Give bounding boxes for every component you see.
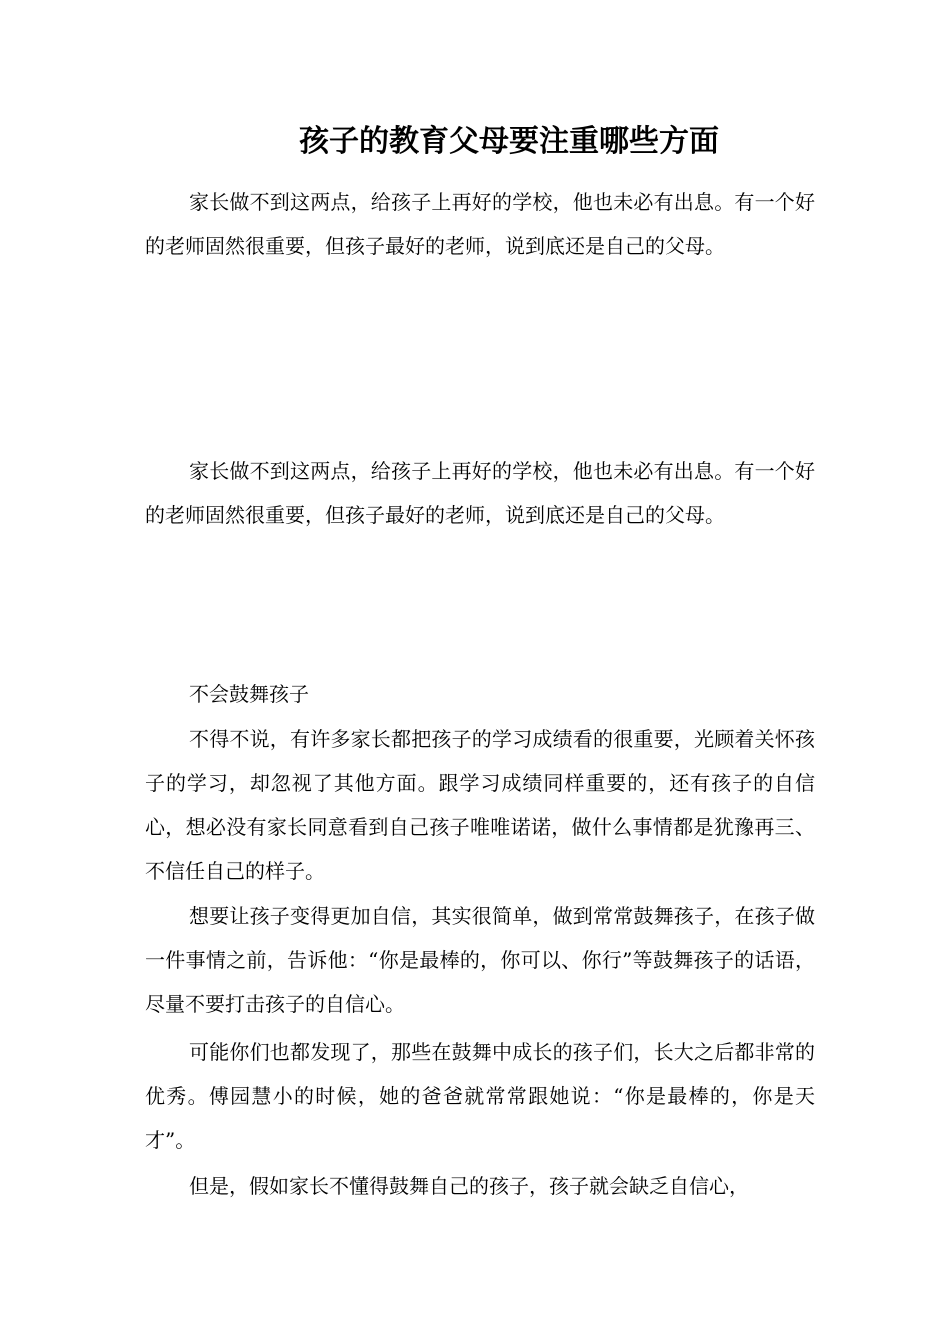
document-title: 孩子的教育父母要注重哪些方面 (299, 124, 719, 159)
paragraph-5: 可能你们也都发现了，那些在鼓舞中成长的孩子们，长大之后都非常的优秀。傅园慧小的时候，她的爸爸就常常跟她说：“你是最棒的，你是天才”。 (145, 1040, 815, 1152)
paragraph-1: 家长做不到这两点，给孩子上再好的学校，他也未必有出息。有一个好的老师固然很重要，但孩子最好的老师，说到底还是自己的父母。 (145, 190, 815, 258)
paragraph-4: 想要让孩子变得更加自信，其实很简单，做到常常鼓舞孩子，在孩子做一件事情之前，告诉他：“你是最棒的，你可以、你行”等鼓舞孩子的话语，尽量不要打击孩子的自信心。 (145, 904, 815, 1016)
section-heading: 不会鼓舞孩子 (189, 682, 309, 706)
paragraph-6: 但是，假如家长不懂得鼓舞自己的孩子，孩子就会缺乏自信心， (189, 1174, 749, 1198)
paragraph-3: 不得不说，有许多家长都把孩子的学习成绩看的很重要，光顾着关怀孩子的学习，却忽视了其他方面。跟学习成绩同样重要的，还有孩子的自信心，想必没有家长同意看到自己孩子唯唯诺诺，做什么事情都是犹豫再三、不信任自己的样子。 (145, 727, 815, 883)
paragraph-2: 家长做不到这两点，给孩子上再好的学校，他也未必有出息。有一个好的老师固然很重要，但孩子最好的老师，说到底还是自己的父母。 (145, 459, 815, 527)
